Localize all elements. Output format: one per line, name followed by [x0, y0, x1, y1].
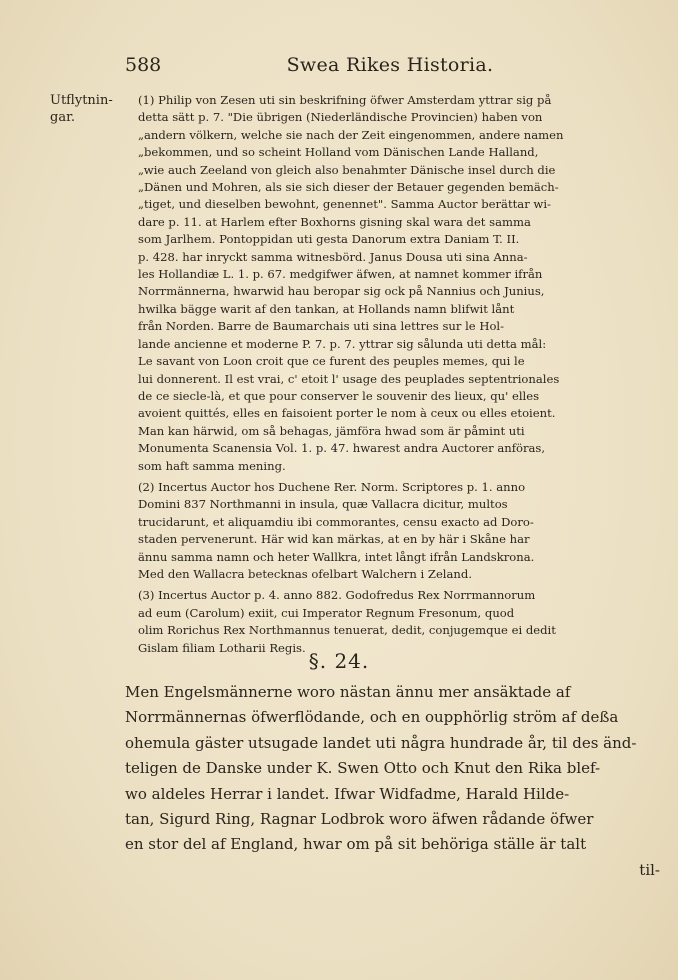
margin-note-line: Utflytnin- — [50, 93, 113, 108]
footnote-line: lande ancienne et moderne P. 7. p. 7. yttrar sig sålunda uti detta mål: — [138, 336, 547, 351]
footnote-line: lui donnerent. Il est vrai, c' etoit l' usage des peuplades septentrionales — [138, 371, 560, 386]
body-line: til- — [639, 860, 660, 879]
footnote-line: „tiget, und dieselben bewohnt, genennet". Samma Auctor berättar wi- — [138, 197, 551, 212]
page-number: 588 — [125, 54, 162, 76]
body-line: Norrmännernas öfwerflödande, och en oupphörlig ström af deßa — [125, 708, 619, 727]
footnote-line: (1) Philip von Zesen uti sin beskrifning öfwer Amsterdam yttrar sig på — [138, 93, 552, 107]
footnote-line: (2) Incertus Auctor hos Duchene Rer. Norm. Scriptores p. 1. anno — [138, 479, 526, 494]
body-line: en stor del af England, hwar om på sit behöriga ställe är talt — [125, 835, 587, 854]
body-text — [125, 680, 660, 883]
footnote-line: ad eum (Carolum) exiit, cui Imperator Regnum Fresonum, quod — [138, 605, 515, 620]
section-heading: §. 24. — [308, 649, 370, 673]
margin-note-line: gar. — [50, 110, 75, 125]
page-header — [125, 54, 655, 80]
footnote-line: „bekommen, und so scheint Holland vom Dänischen Lande Halland, — [138, 145, 539, 160]
body-line: Men Engelsmännerne woro nästan ännu mer ansäktade af — [125, 683, 571, 701]
footnote-line: avoient quittés, elles en faisoient porter le nom à ceux ou elles etoient. — [138, 406, 556, 421]
footnote-line: „Dänen und Mohren, als sie sich dieser der Betauer gegenden bemäch- — [138, 180, 559, 195]
footnote-line: „andern völkern, welche sie nach der Zeit eingenommen, andere namen — [138, 127, 564, 142]
footnote-line: Domini 837 Northmanni in insula, quæ Vallacra dicitur, multos — [138, 497, 508, 512]
footnote-line: som haft samma mening. — [138, 458, 286, 473]
footnote-line: Med den Wallacra betecknas ofelbart Walchern i Zeland. — [138, 566, 472, 581]
footnote-line: Le savant von Loon croit que ce furent des peuples memes, qui le — [138, 354, 525, 369]
footnote-line: staden pervenerunt. Här wid kan märkas, at en by här i Skåne har — [138, 532, 530, 547]
footnote-line: trucidarunt, et aliquamdiu ibi commorantes, censu exacto ad Doro- — [138, 514, 534, 529]
footnote-line: hwilka bägge warit af den tankan, at Hollands namn blifwit lånt — [138, 301, 515, 316]
footnote — [138, 587, 658, 657]
footnote-line: (3) Incertus Auctor p. 4. anno 882. Godofredus Rex Norrmannorum — [138, 588, 536, 603]
footnote — [138, 92, 658, 475]
footnote-line: „wie auch Zeeland von gleich also benahmter Dänische insel durch die — [138, 162, 556, 177]
footnote-line: ännu samma namn och heter Wallkra, intet långt ifrån Landskrona. — [138, 549, 535, 564]
footnote-line: Man kan härwid, om så behagas, jämföra hwad som är påmint uti — [138, 423, 525, 438]
body-line: wo aldeles Herrar i landet. Ifwar Widfadme, Harald Hilde- — [125, 784, 570, 803]
footnotes — [138, 92, 658, 657]
footnote-line: olim Rorichus Rex Northmannus tenuerat, dedit, conjugemque ei dedit — [138, 623, 556, 638]
running-title: Swea Rikes Historia. — [286, 54, 494, 76]
footnote-line: de ce siecle-là, et que pour conserver le souvenir des lieux, qu' elles — [138, 388, 540, 403]
body-line: tan, Sigurd Ring, Ragnar Lodbrok woro äfwen rådande öfwer — [125, 810, 594, 829]
body-line: teligen de Danske under K. Swen Otto och Knut den Rika blef- — [125, 759, 601, 778]
footnote-line: Monumenta Scanensia Vol. 1. p. 47. hwarest andra Auctorer anföras, — [138, 441, 546, 456]
footnote — [138, 479, 658, 583]
footnote-line: från Norden. Barre de Baumarchais uti sina lettres sur le Hol- — [138, 319, 505, 334]
body-line: ohemula gäster utsugade landet uti några hundrade år, til des änd- — [125, 733, 637, 752]
footnote-line: Gislam filiam Lotharii Regis. — [138, 640, 306, 655]
margin-note — [50, 92, 120, 126]
footnote-line: les Hollandiæ L. 1. p. 67. medgifwer äfwen, at namnet kommer ifrån — [138, 267, 543, 282]
footnote-line: som Jarlhem. Pontoppidan uti gesta Danorum extra Daniam T. II. — [138, 232, 520, 247]
footnote-line: p. 428. har inryckt samma witnesbörd. Janus Dousa uti sina Anna- — [138, 249, 528, 264]
footnote-line: dare p. 11. at Harlem efter Boxhorns gisning skal wara det samma — [138, 214, 531, 229]
footnote-line: Norrmännerna, hwarwid hau beropar sig ock på Nannius och Junius, — [138, 284, 545, 299]
footnote-line: detta sätt p. 7. "Die übrigen (Niederländische Provincien) haben von — [138, 110, 543, 125]
